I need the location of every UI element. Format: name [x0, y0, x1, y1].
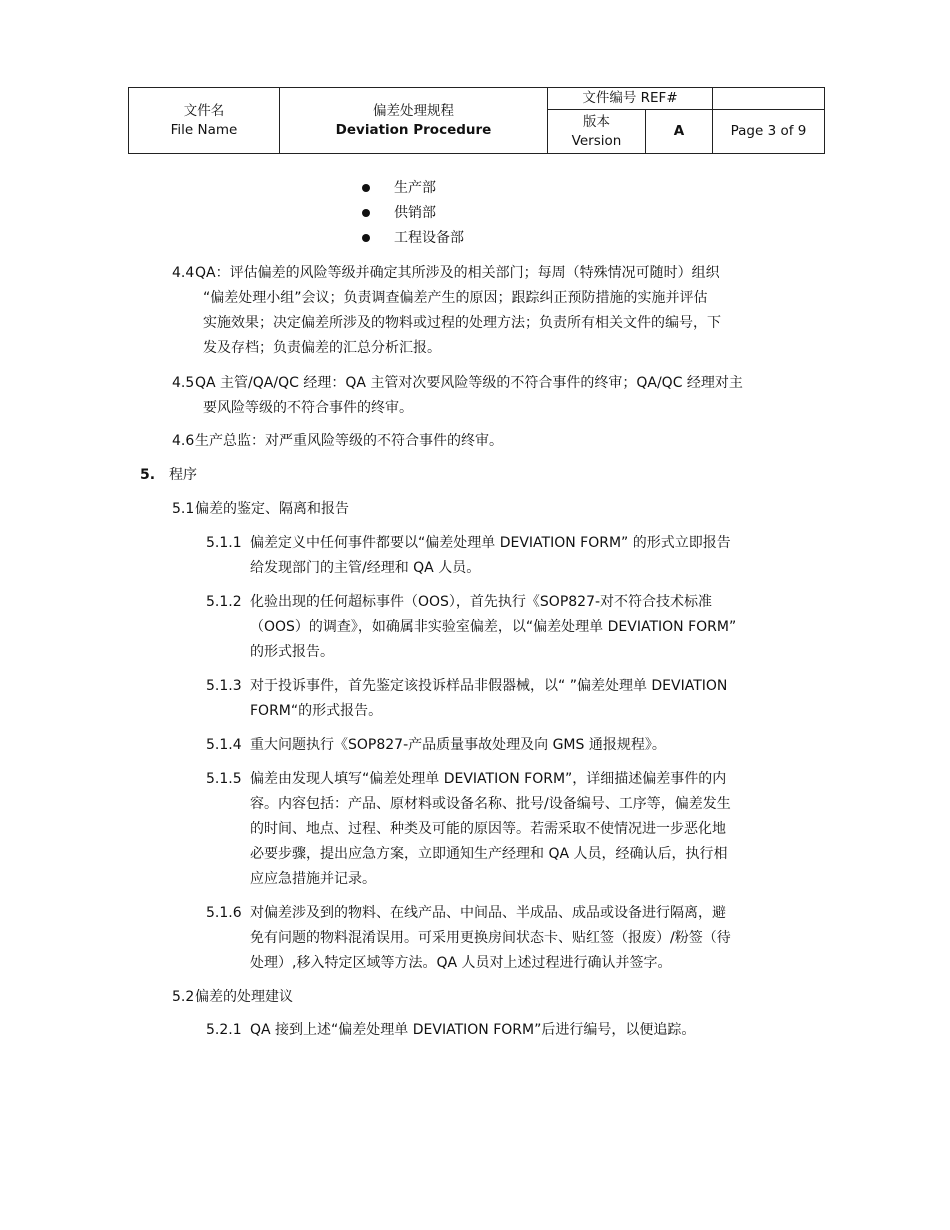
section-5-1-3-line: FORM“的形式报告。 — [250, 703, 383, 719]
file-name-en: File Name — [170, 121, 238, 138]
section-5-1-1-line: 给发现部门的主管/经理和 QA 人员。 — [250, 560, 481, 576]
section-5-1-5-line: 必要步骤，提出应急方案，立即通知生产经理和 QA 人员，经确认后，执行相 — [250, 846, 728, 862]
bullet-dot-icon — [362, 234, 370, 242]
page-number: Page 3 of 9 — [713, 110, 825, 154]
section-number: 5.1.3 — [206, 678, 242, 694]
section-number: 5.1.4 — [206, 737, 242, 753]
section-number: 5.1.2 — [206, 594, 242, 610]
bullet-item: 生产部 — [394, 180, 436, 196]
section-4-5-line: 要风险等级的不符合事件的终审。 — [203, 400, 413, 416]
section-5-title: 程序 — [169, 467, 197, 483]
section-5-2-title: 偏差的处理建议 — [195, 989, 293, 1005]
section-number: 5. — [140, 467, 156, 483]
section-5-1-3-line: 对于投诉事件，首先鉴定该投诉样品非假器械，以“ ”偏差处理单 DEVIATION — [250, 678, 728, 694]
section-number: 5.1.1 — [206, 535, 242, 551]
bullet-dot-icon — [362, 209, 370, 217]
section-5-2-1-line: QA 接到上述“偏差处理单 DEVIATION FORM”后进行编号，以便追踪。 — [250, 1022, 696, 1038]
section-5-1-2-line: （OOS）的调查》，如确属非实验室偏差，以“偏差处理单 DEVIATION FORM” — [250, 619, 737, 635]
doc-no-label: 文件编号 REF# — [548, 88, 713, 110]
bullet-dot-icon — [362, 184, 370, 192]
section-number: 5.1.6 — [206, 905, 242, 921]
section-5-1-2-line: 的形式报告。 — [250, 644, 334, 660]
version-en: Version — [571, 132, 622, 149]
section-number: 5.2.1 — [206, 1022, 242, 1038]
bullet-item: 工程设备部 — [394, 230, 464, 246]
title-en: Deviation Procedure — [335, 121, 492, 138]
bullet-item: 供销部 — [394, 205, 436, 221]
section-5-1-5-line: 应应急措施并记录。 — [250, 871, 376, 887]
section-4-4-line: 发及存档；负责偏差的汇总分析汇报。 — [203, 340, 441, 356]
file-name-cn: 文件名 — [183, 102, 225, 119]
section-number: 5.2 — [172, 989, 195, 1005]
section-5-1-6-line: 免有问题的物料混淆误用。可采用更换房间状态卡、贴红签（报废）/粉签（待 — [250, 930, 731, 946]
version-cn: 版本 — [583, 113, 610, 130]
section-5-1-6-line: 处理）,移入特定区域等方法。QA 人员对上述过程进行确认并签字。 — [250, 955, 672, 971]
section-5-1-5-line: 偏差由发现人填写“偏差处理单 DEVIATION FORM”，详细描述偏差事件的内 — [250, 771, 727, 787]
section-5-1-4-line: 重大问题执行《SOP827-产品质量事故处理及向 GMS 通报规程》。 — [250, 737, 666, 753]
section-4-5-line: QA 主管/QA/QC 经理：QA 主管对次要风险等级的不符合事件的终审；QA/QC 经理对主 — [195, 375, 743, 391]
section-4-4-line: 实施效果；决定偏差所涉及的物料或过程的处理方法；负责所有相关文件的编号，下 — [203, 315, 721, 331]
section-number: 4.4 — [172, 265, 195, 281]
section-number: 4.6 — [172, 433, 195, 449]
version-value: A — [646, 110, 713, 154]
section-5-1-5-line: 的时间、地点、过程、种类及可能的原因等。若需采取不使情况进一步恶化地 — [250, 821, 726, 837]
section-4-6-line: 生产总监：对严重风险等级的不符合事件的终审。 — [195, 433, 503, 449]
section-4-4-line: QA：评估偏差的风险等级并确定其所涉及的相关部门；每周（特殊情况可随时）组织 — [195, 265, 720, 281]
section-5-1-1-line: 偏差定义中任何事件都要以“偏差处理单 DEVIATION FORM” 的形式立即报告 — [250, 535, 731, 551]
section-number: 5.1 — [172, 501, 195, 517]
section-5-1-title: 偏差的鉴定、隔离和报告 — [195, 501, 349, 517]
section-5-1-2-line: 化验出现的任何超标事件（OOS），首先执行《SOP827-对不符合技术标准 — [250, 594, 713, 610]
section-number: 4.5 — [172, 375, 195, 391]
section-5-1-6-line: 对偏差涉及到的物料、在线产品、中间品、半成品、成品或设备进行隔离，避 — [250, 905, 726, 921]
title-cn: 偏差处理规程 — [373, 102, 454, 119]
section-5-1-5-line: 容。内容包括：产品、原材料或设备名称、批号/设备编号、工序等，偏差发生 — [250, 796, 731, 812]
section-4-4-line: “偏差处理小组”会议；负责调查偏差产生的原因；跟踪纠正预防措施的实施并评估 — [203, 290, 708, 306]
section-number: 5.1.5 — [206, 771, 242, 787]
